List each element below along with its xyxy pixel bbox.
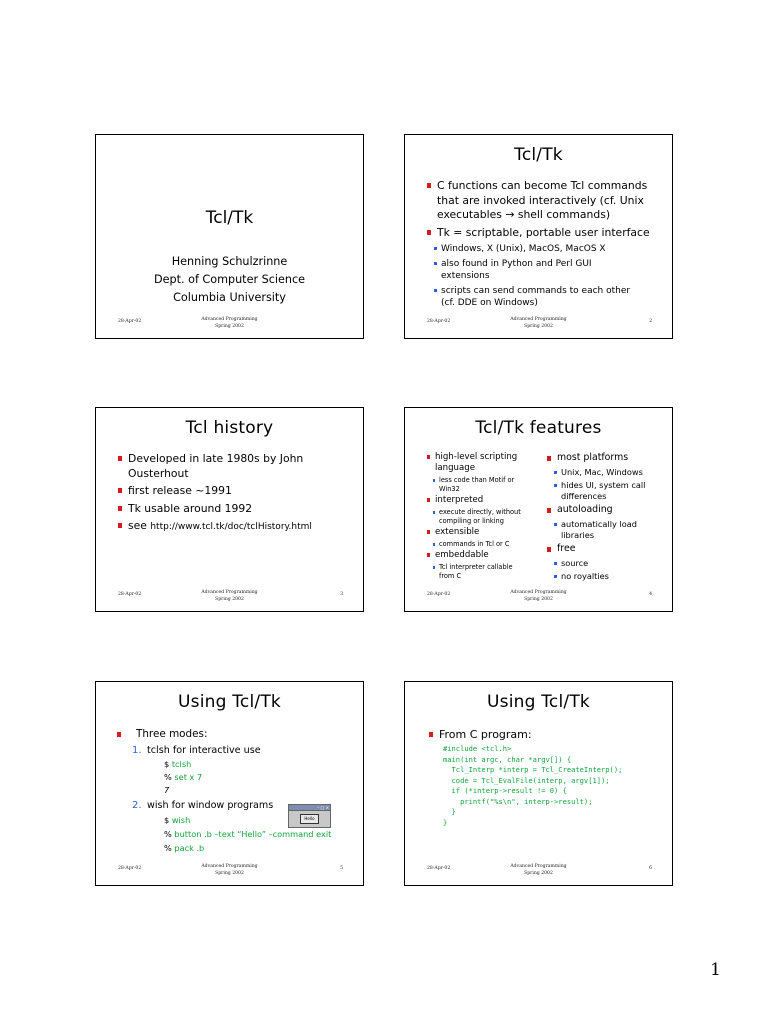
slide-title: Tcl history: [185, 418, 274, 438]
footer-term: Spring 2002: [524, 870, 553, 876]
footer-course: [96, 864, 363, 877]
bullet-line: from C: [439, 572, 462, 580]
page-number: 1: [710, 960, 721, 980]
footer-date: 28-Apr-02: [427, 592, 451, 597]
command-text: tclsh: [171, 759, 192, 769]
bullet-item: most platforms: [547, 452, 675, 464]
sub-bullet-item: [433, 476, 537, 494]
command-line: [164, 829, 331, 839]
author: Henning Schulzrinne: [171, 255, 288, 268]
footer-term: Spring 2002: [215, 596, 244, 602]
bullet-line: libraries: [561, 530, 595, 540]
bullet-item: interpreted: [427, 495, 537, 506]
slide-number: 2: [649, 319, 652, 324]
sub-bullet-item: no royalties: [554, 571, 675, 582]
slide-footer: [96, 317, 363, 335]
footer-course-name: Advanced Programming: [201, 590, 258, 595]
prompt-symbol: $: [164, 759, 170, 769]
list-number: 2.: [132, 800, 142, 811]
bullet-line: that are invoked interactively (cf. Unix: [437, 193, 644, 207]
slide-footer: [96, 590, 363, 608]
mode-item: tclsh for interactive use: [147, 745, 261, 756]
bullet-line: execute directly, without: [439, 508, 521, 516]
slide-3: [95, 407, 364, 612]
bullet-list: [118, 452, 351, 538]
slide-4: [404, 407, 673, 612]
footer-course-name: Advanced Programming: [201, 317, 258, 322]
university: Columbia University: [173, 291, 286, 304]
sub-bullet-item: source: [554, 558, 675, 569]
bullet-line: scripts can send commands to each other: [441, 285, 631, 296]
list-number: 1.: [132, 745, 142, 756]
slide-footer: [96, 864, 363, 882]
prompt-symbol: %: [164, 843, 172, 853]
footer-course-name: Advanced Programming: [510, 317, 567, 322]
slide-number: 4: [649, 592, 652, 597]
sub-bullet-item: [554, 480, 675, 502]
bullet-item: first release ~1991: [118, 484, 351, 499]
footer-date: 28-Apr-02: [427, 866, 451, 871]
hello-button[interactable]: Hello: [300, 814, 319, 824]
prompt-symbol: $: [164, 815, 170, 825]
footer-date: 28-Apr-02: [118, 592, 142, 597]
slide-footer: [405, 317, 672, 335]
sub-bullet-item: Windows, X (Unix), MacOS, MacOS X: [434, 243, 660, 256]
slide-1: [95, 134, 364, 339]
footer-term: Spring 2002: [524, 596, 553, 602]
slide-title: Using Tcl/Tk: [178, 692, 281, 712]
bullet-line: compiling or linking: [439, 517, 504, 525]
code-content: [429, 728, 666, 828]
bullet-line: (cf. DDE on Windows): [441, 298, 538, 308]
bullet-item: Three modes:: [116, 728, 353, 740]
footer-term: Spring 2002: [215, 323, 244, 329]
sub-bullet-item: [433, 508, 537, 526]
footer-date: 28-Apr-02: [427, 319, 451, 324]
slide-title: Using Tcl/Tk: [487, 692, 590, 712]
bullet-item: extensible: [427, 527, 537, 538]
command-line: [164, 759, 191, 769]
slide-number: 5: [340, 866, 343, 871]
sub-bullet-item: Unix, Mac, Windows: [554, 467, 675, 478]
sub-bullet-item: [434, 285, 660, 310]
footer-term: Spring 2002: [215, 870, 244, 876]
department: Dept. of Computer Science: [154, 273, 305, 286]
bullet-line: differences: [561, 491, 607, 501]
c-code-block: #include <tcl.h> main(int argc, char *argv[]) { Tcl_Interp *interp = Tcl_CreateInterp(); code = Tcl_EvalFile(interp, argv[1]); if (*interp->result != 0) { printf("%s\n", interp->result); } }: [443, 744, 623, 827]
command-text: set x 7: [174, 772, 203, 782]
bullet-item: From C program:: [429, 728, 666, 741]
mode-item: wish for window programs: [147, 800, 274, 811]
command-line: [164, 772, 202, 782]
bullet-line: less code than Motif or: [439, 476, 515, 484]
prompt-symbol: %: [164, 772, 172, 782]
slide-number: 3: [340, 592, 343, 597]
slide-number: 6: [649, 866, 652, 871]
window-controls-icon: – □ ×: [317, 805, 329, 810]
bullet-item: [427, 452, 537, 474]
bullet-list: [427, 179, 660, 312]
bullet-line: high-level scripting: [435, 452, 518, 462]
bullet-item: [427, 179, 660, 223]
slide-footer: [405, 590, 672, 608]
bullet-line: Developed in late 1980s by John: [128, 452, 304, 465]
command-text: pack .b: [174, 843, 205, 853]
bullet-line: C functions can become Tcl commands: [437, 179, 648, 192]
footer-course-name: Advanced Programming: [510, 590, 567, 595]
window-titlebar: [289, 805, 330, 811]
bullet-item: free: [547, 543, 675, 555]
modes-content: [116, 728, 353, 853]
bullet-line: automatically load: [561, 519, 637, 529]
command-text: wish: [171, 815, 191, 825]
slide-footer: [405, 864, 672, 882]
title-slide-credits: [96, 253, 363, 307]
sub-bullet-item: [554, 519, 675, 541]
footer-course-name: Advanced Programming: [201, 864, 258, 869]
footer-date: 28-Apr-02: [118, 866, 142, 871]
bullet-item: autoloading: [547, 504, 675, 516]
history-link[interactable]: http://www.tcl.tk/doc/tclHistory.html: [150, 522, 312, 532]
sub-bullet-item: commands in Tcl or C: [433, 540, 537, 549]
wish-window-screenshot: [288, 804, 331, 828]
slide-5: [95, 681, 364, 886]
bullet-text: see: [128, 519, 151, 532]
bullet-item: [118, 519, 351, 535]
footer-course: [405, 864, 672, 877]
bullet-line: Win32: [439, 485, 460, 493]
command-text: button .b –text “Hello” –command exit: [174, 829, 332, 839]
footer-course: [405, 317, 672, 330]
slide-6: [404, 681, 673, 886]
bullet-item: Tk usable around 1992: [118, 502, 351, 517]
bullet-line: also found in Python and Perl GUI: [441, 258, 592, 269]
bullet-line: language: [435, 463, 476, 473]
sub-bullet-item: [434, 258, 660, 283]
sub-bullet-item: [433, 563, 537, 581]
output-text: 7: [164, 785, 170, 795]
command-line: [164, 815, 190, 825]
footer-date: 28-Apr-02: [118, 319, 142, 324]
footer-course: [405, 590, 672, 603]
right-bullet-list: [547, 452, 675, 584]
footer-course: [96, 317, 363, 330]
command-output: [164, 785, 169, 795]
command-line: [164, 843, 204, 853]
bullet-item: Tk = scriptable, portable user interface: [427, 226, 660, 241]
slide-title: Tcl/Tk features: [475, 418, 602, 438]
bullet-line: Ousterhout: [128, 466, 189, 480]
slide-title: Tcl/Tk: [205, 208, 254, 228]
bullet-line: extensions: [441, 271, 490, 281]
bullet-line: hides UI, system call: [561, 480, 646, 490]
bullet-item: embeddable: [427, 550, 537, 561]
slide-title: Tcl/Tk: [514, 145, 563, 165]
footer-course-name: Advanced Programming: [510, 864, 567, 869]
footer-term: Spring 2002: [524, 323, 553, 329]
prompt-symbol: %: [164, 829, 172, 839]
bullet-line: Tcl interpreter callable: [439, 563, 513, 571]
footer-course: [96, 590, 363, 603]
bullet-line: executables → shell commands): [437, 208, 611, 221]
slide-2: [404, 134, 673, 339]
bullet-item: [118, 452, 351, 481]
left-bullet-list: [427, 452, 537, 582]
